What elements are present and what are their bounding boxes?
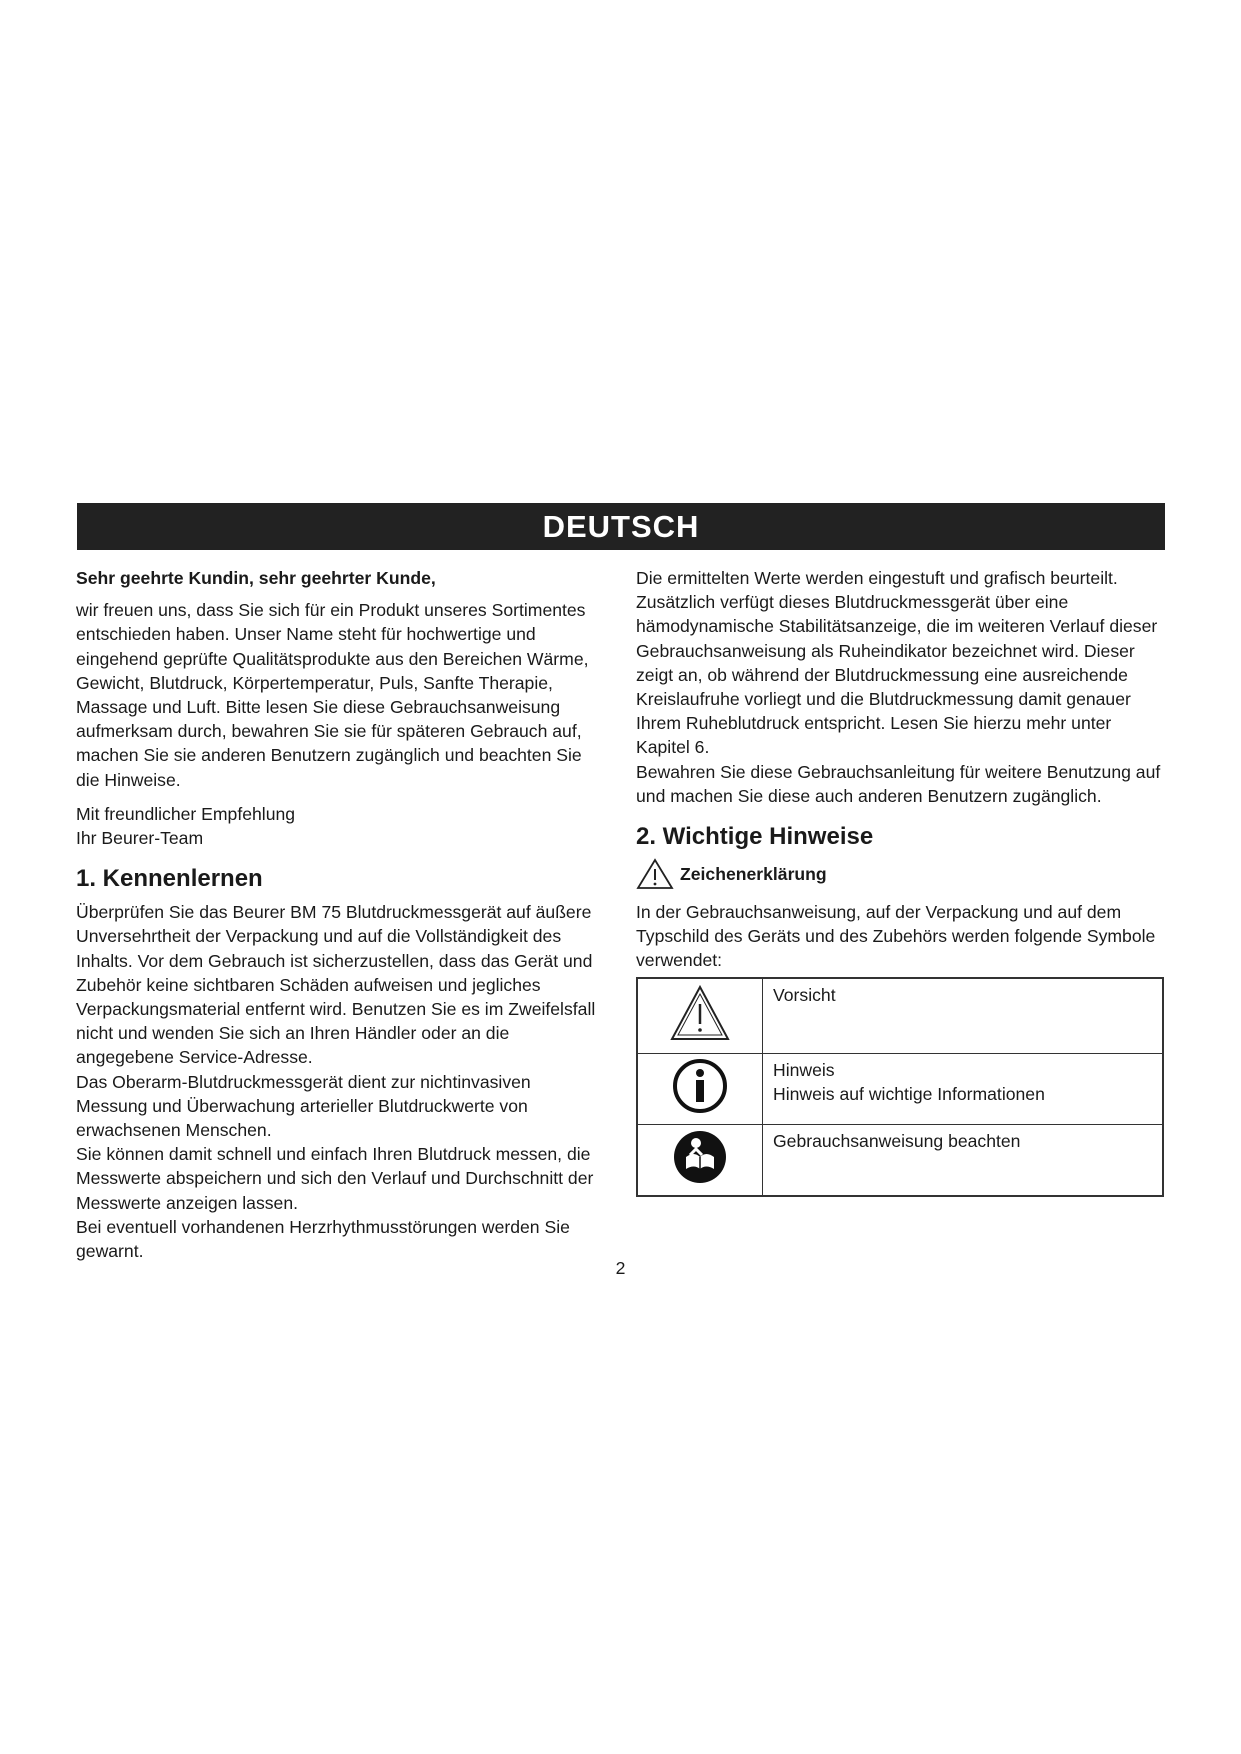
icon-cell — [637, 978, 763, 1054]
salutation: Sehr geehrte Kundin, sehr geehrter Kunde, — [76, 568, 436, 588]
right-paragraph: Bewahren Sie diese Gebrauchsanleitung für weitere Benutzung auf und machen Sie diese auch anderen Benutzern zugänglich. — [636, 761, 1161, 806]
right-paragraph: Die ermittelten Werte werden eingestuft und grafisch beurteilt. — [636, 568, 1118, 588]
symbol-label: Vorsicht — [773, 984, 836, 1005]
left-column — [76, 566, 606, 1263]
read-manual-icon — [672, 1169, 728, 1189]
section1-paragraph: Bei eventuell vorhandenen Herzrhythmusstörungen werden Sie gewarnt. — [76, 1216, 570, 1262]
symbol-description — [763, 978, 1164, 1054]
right-paragraph: Zusätzlich verfügt dieses Blutdruckmessgerät über eine hämodynamische Stabilitätsanzeige, die im weiteren Verlauf dieser Gebrauchsanweisung als Ruheindikator bezeichnet wird. Dieser zeigt an, ob während der Blutdruckmessung eine ausreichende Kreislaufruhe vorliegt und die Blutdruckmessung damit genauer Ihrem Ruheblutdruck entspricht. Lesen Sie hierzu mehr unter Kapitel 6. — [636, 592, 1158, 758]
subheading-text: Zeichenerklärung — [680, 863, 827, 884]
symbol-detail: Hinweis auf wichtige Informationen — [773, 1083, 1045, 1104]
icon-cell — [637, 1053, 763, 1124]
symbols-intro: In der Gebrauchsanweisung, auf der Verpackung und auf dem Typschild des Geräts und des Zubehörs werden folgende Symbole verwendet: — [636, 902, 1156, 971]
symbol-table — [636, 977, 1164, 1197]
warning-triangle-icon — [636, 858, 674, 890]
language-banner: DEUTSCH — [77, 503, 1165, 550]
symbol-description — [763, 1124, 1164, 1196]
symbol-label: Hinweis — [773, 1059, 835, 1080]
warning-triangle-icon — [669, 1026, 731, 1046]
signature-line: Ihr Beurer-Team — [76, 828, 204, 849]
table-row — [637, 978, 1163, 1054]
intro-paragraph: wir freuen uns, dass Sie sich für ein Produkt unseres Sortimentes entschieden haben. Unser Name steht für hochwertige und eingehend geprüfte Qualitätsprodukte aus den Bereichen Wärme, Gewicht, Blutdruck, Körpertemperatur, Puls, Sanfte Therapie, Massage und Luft. Bitte lesen Sie diese Gebrauchsanweisung aufmerksam durch, bewahren Sie sie für späteren Gebrauch auf, machen Sie sie anderen Benutzern zugänglich und beachten Sie die Hinweise. — [76, 600, 589, 790]
closing-line: Mit freundlicher Empfehlung — [76, 803, 296, 824]
info-circle-icon — [672, 1098, 728, 1118]
right-column — [636, 566, 1166, 1197]
section-heading-wichtige-hinweise: 2. Wichtige Hinweise — [636, 823, 874, 851]
page-number: 2 — [615, 1258, 626, 1278]
section1-paragraph: Das Oberarm-Blutdruckmessgerät dient zur nichtinvasiven Messung und Überwachung arterieller Blutdruckwerte von erwachsenen Menschen. — [76, 1071, 531, 1141]
section-heading-kennenlernen: 1. Kennenlernen — [76, 865, 263, 893]
table-row — [637, 1124, 1163, 1196]
symbol-legend-subheading — [636, 858, 1166, 890]
icon-cell — [637, 1124, 763, 1196]
section1-paragraph: Sie können damit schnell und einfach Ihren Blutdruck messen, die Messwerte abspeichern und sich den Verlauf und Durchschnitt der Messwerte anzeigen lassen. — [76, 1144, 594, 1213]
table-row — [637, 1053, 1163, 1124]
section1-paragraph: Überprüfen Sie das Beurer BM 75 Blutdruckmessgerät auf äußere Unversehrtheit der Verpackung und auf die Vollständigkeit des Inhalts. Vor dem Gebrauch ist sicherzustellen, dass das Gerät und Zubehör keine sichtbaren Schäden aufweisen und jegliches Verpackungsmaterial entfernt wird. Benutzen Sie es im Zweifelsfall nicht und wenden Sie sich an Ihren Händler oder an die angegebene Service-Adresse. — [76, 902, 596, 1068]
symbol-label: Gebrauchsanweisung beachten — [773, 1130, 1021, 1151]
symbol-description — [763, 1053, 1164, 1124]
